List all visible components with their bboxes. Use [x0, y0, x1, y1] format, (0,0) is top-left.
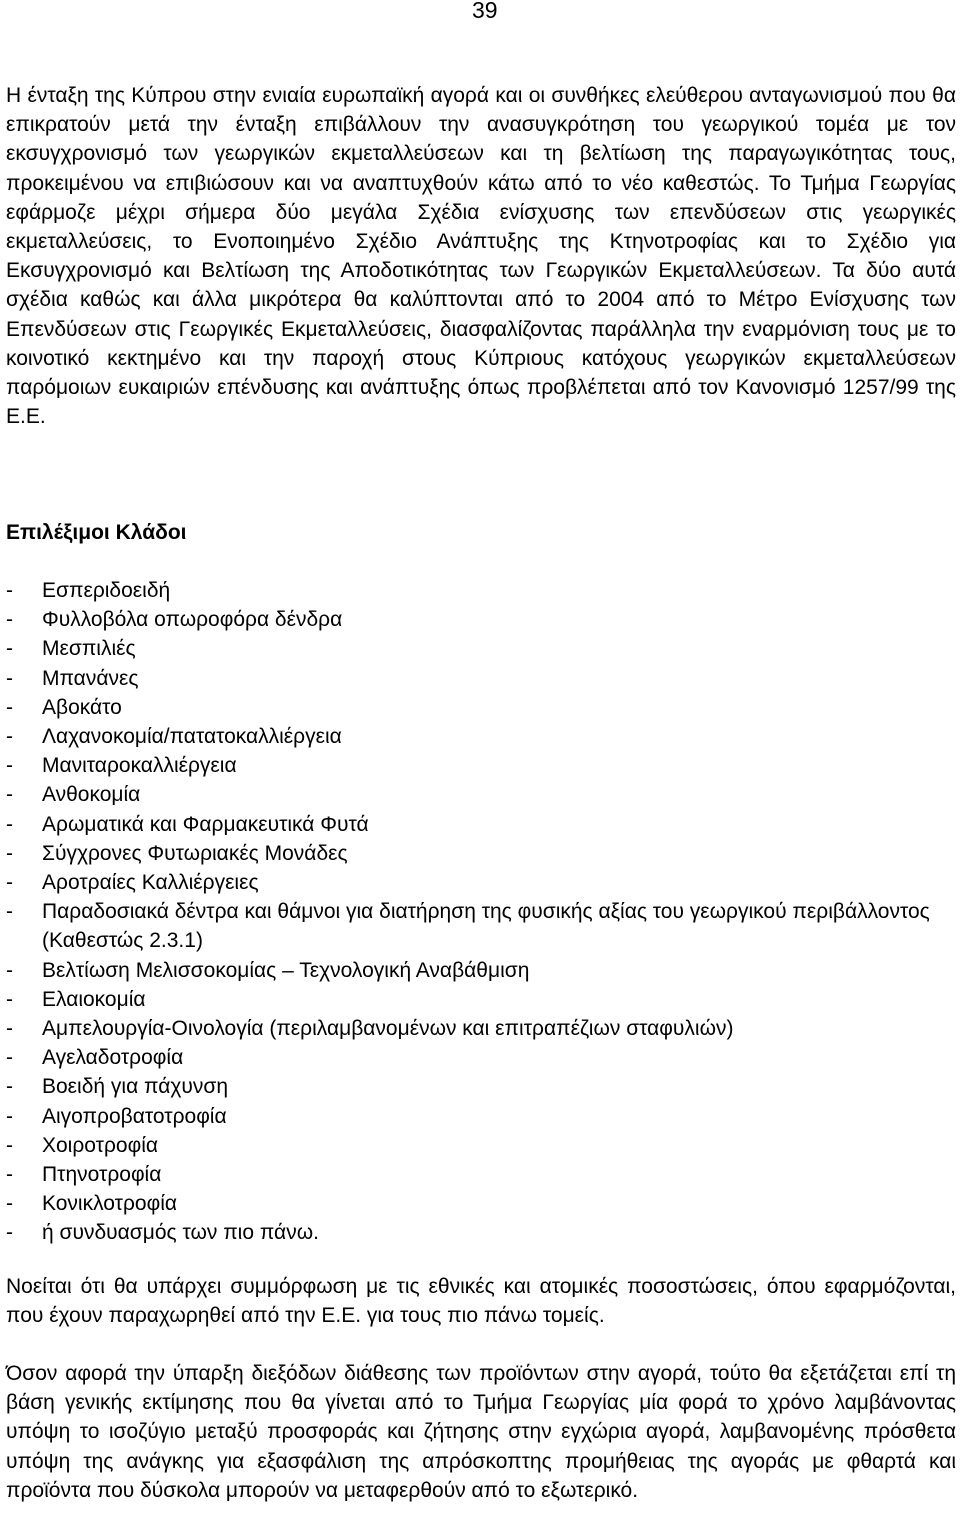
list-item [6, 1218, 956, 1247]
list-dash: - [6, 695, 13, 719]
list-item [6, 664, 956, 693]
list-dash: - [6, 1046, 13, 1070]
list-item-text: Αβοκάτο [42, 695, 122, 719]
list-item-text: Φυλλοβόλα οπωροφόρα δένδρα [42, 608, 343, 632]
list-item [6, 985, 956, 1014]
list-item [6, 722, 956, 751]
list-item [6, 634, 956, 663]
list-item [6, 868, 956, 897]
list-item [6, 693, 956, 722]
list-item [6, 780, 956, 809]
intro-paragraph: Η ένταξη της Κύπρου στην ενιαία ευρωπαϊκή αγορά και οι συνθήκες ελεύθερου ανταγωνισμού που θα επικρατούν μετά την ένταξη επιβάλλουν την ανασυγκρότηση του γεωργικού τομέα με τον εκσυγχρονισμό των γεωργικών εκμεταλλεύσεων και τη βελτίωση της παραγωγικότητας τους, προκειμένου να επιβιώσουν και να αναπτυχθούν κάτω από το νέο καθεστώς. Το Τμήμα Γεωργίας εφάρμοζε μέχρι σήμερα δύο μεγάλα Σχέδια ενίσχυσης των επενδύσεων στις γεωργικές εκμεταλλεύσεις, το Ενοποιημένο Σχέδιο Ανάπτυξης της Κτηνοτροφίας και το Σχέδιο για Εκσυγχρονισμό και Βελτίωση της Αποδοτικότητας των Γεωργικών Εκμεταλλεύσεων. Τα δύο αυτά σχέδια καθώς και άλλα μικρότερα θα καλύπτονται από το 2004 από το Μέτρο Ενίσχυσης των Επενδύσεων στις Γεωργικές Εκμεταλλεύσεις, διασφαλίζοντας παράλληλα την εναρμόνιση τους με το κοινοτικό κεκτημένο και την παροχή στους Κύπριους κατόχους γεωργικών εκμεταλλεύσεων παρόμοιων ευκαιριών επένδυσης και ανάπτυξης όπως προβλέπεται από τον Κανονισμό 1257/99 της Ε.Ε. [6, 84, 956, 429]
market-paragraph: Όσον αφορά την ύπαρξη διεξόδων διάθεσης των προϊόντων στην αγορά, τούτο θα εξετάζεται επί τη βάση γενικής εκτίμησης που θα γίνεται από το Τμήμα Γεωργίας μία φορά το χρόνο λαμβάνοντας υπόψη το ισοζύγιο μεταξύ προσφοράς και ζήτησης στην εγχώρια αγορά, λαμβανομένης πρόσθετα υπόψη της ανάγκης για εξασφάλιση της απρόσκοπτης προμήθειας της αγοράς με φθαρτά και προϊόντα που δύσκολα μπορούν να μεταφερθούν από το εξωτερικό. [6, 1362, 956, 1502]
list-dash: - [6, 754, 13, 778]
list-dash: - [6, 812, 13, 836]
eligible-sectors-list [6, 576, 956, 1248]
list-item-text: Λαχανοκομία/πατατοκαλλιέργεια [42, 725, 342, 749]
list-dash: - [6, 783, 13, 807]
list-item-text: ή συνδυασμός των πιο πάνω. [42, 1221, 319, 1245]
list-dash: - [6, 1017, 13, 1041]
list-dash: - [6, 666, 13, 690]
list-item-text: Μανιταροκαλλιέργεια [42, 754, 237, 778]
list-item [6, 956, 956, 985]
list-item-text: Χοιροτροφία [42, 1133, 159, 1157]
list-item-text: Βοειδή για πάχυνση [42, 1075, 229, 1099]
list-dash: - [6, 1221, 13, 1245]
list-item-text: Αγελαδοτροφία [42, 1046, 184, 1070]
list-item [6, 1043, 956, 1072]
list-dash: - [6, 1075, 13, 1099]
list-item [6, 1014, 956, 1043]
list-dash: - [6, 725, 13, 749]
list-dash: - [6, 841, 13, 865]
list-item [6, 576, 956, 605]
list-item-text: Αμπελουργία-Οινολογία (περιλαμβανομένων και επιτραπέζιων σταφυλιών) [42, 1017, 734, 1041]
list-item-text: Πτηνοτροφία [42, 1163, 162, 1187]
list-dash: - [6, 987, 13, 1011]
list-item-text: Αρωματικά και Φαρμακευτικά Φυτά [42, 812, 369, 836]
list-dash: - [6, 1104, 13, 1128]
list-item-text: Παραδοσιακά δέντρα και θάμνοι για διατήρηση της φυσικής αξίας του γεωργικού περιβάλλοντος (Καθεστώς 2.3.1) [42, 900, 930, 953]
list-item-text: Μεσπιλιές [42, 637, 136, 661]
section-heading: Επιλέξιμοι Κλάδοι [6, 521, 187, 544]
page-number: 39 [472, 0, 498, 23]
list-item [6, 839, 956, 868]
list-dash: - [6, 608, 13, 632]
list-item-text: Αροτραίες Καλλιέργειες [42, 871, 259, 895]
list-dash: - [6, 958, 13, 982]
list-item [6, 1189, 956, 1218]
list-item [6, 810, 956, 839]
list-dash: - [6, 1133, 13, 1157]
compliance-paragraph: Νοείται ότι θα υπάρχει συμμόρφωση με τις εθνικές και ατομικές ποσοστώσεις, όπου εφαρμόζονται, που έχουν παραχωρηθεί από την Ε.Ε. για τους πιο πάνω τομείς. [6, 1275, 956, 1328]
list-dash: - [6, 1163, 13, 1187]
list-item [6, 751, 956, 780]
list-item [6, 897, 956, 955]
list-item [6, 1072, 956, 1101]
list-dash: - [6, 637, 13, 661]
list-item-text: Μπανάνες [42, 666, 139, 690]
list-item-text: Ελαιοκομία [42, 987, 146, 1011]
list-item-text: Βελτίωση Μελισσοκομίας – Τεχνολογική Αναβάθμιση [42, 958, 530, 982]
list-dash: - [6, 579, 13, 602]
list-dash: - [6, 871, 13, 895]
list-dash: - [6, 900, 13, 924]
list-item-text: Κονικλοτροφία [42, 1192, 178, 1216]
list-dash: - [6, 1192, 13, 1216]
list-item [6, 1160, 956, 1189]
list-item [6, 1131, 956, 1160]
list-item [6, 1102, 956, 1131]
list-item-text: Εσπεριδοειδή [42, 579, 171, 602]
list-item-text: Σύγχρονες Φυτωριακές Μονάδες [42, 841, 348, 865]
list-item-text: Ανθοκομία [42, 783, 141, 807]
list-item [6, 605, 956, 634]
list-item-text: Αιγοπροβατοτροφία [42, 1104, 227, 1128]
